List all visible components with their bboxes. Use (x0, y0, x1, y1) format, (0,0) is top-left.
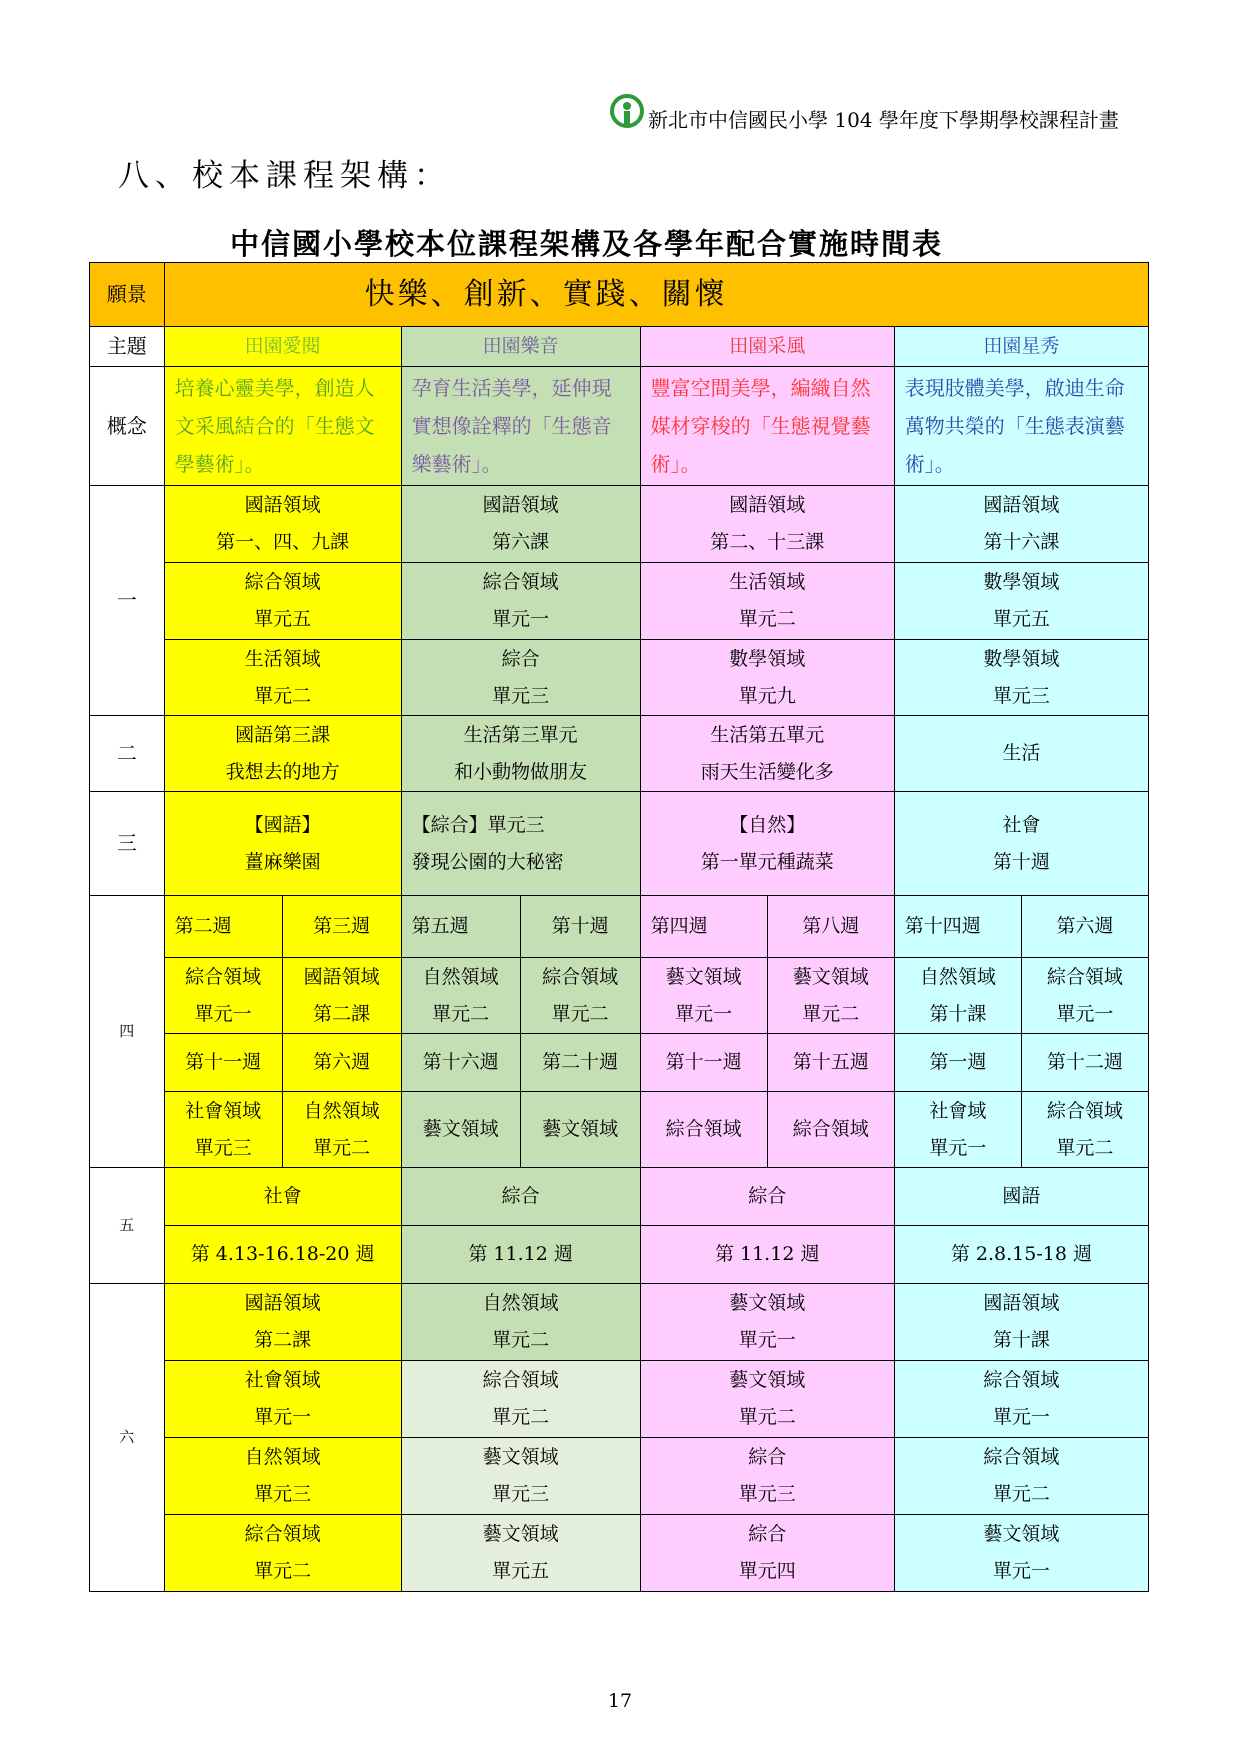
grade-5-cell: 綜合 (640, 1168, 894, 1226)
concept-label: 概念 (90, 367, 165, 486)
cell-line: 第三週 (313, 915, 371, 937)
cell-line: 數學領域 (983, 571, 1060, 593)
grade-5-cell: 社會 (164, 1168, 401, 1226)
theme-item: 田園愛閱 (164, 327, 401, 367)
vision-label: 願景 (90, 263, 165, 327)
cell-line: 數學領域 (729, 647, 806, 670)
cell-line: 國語領域 (482, 494, 559, 516)
grade-6-cell (164, 1438, 401, 1515)
grade-4-cell (894, 896, 1021, 958)
cell-line: 國語領域 (303, 965, 380, 988)
cell-line: 【綜合】單元三 (411, 813, 545, 836)
cell-line: 第四週 (650, 915, 708, 937)
cell-line: 第二、十三課 (710, 531, 825, 553)
cell-line: 第六週 (313, 1051, 371, 1073)
grade-1-cell (401, 640, 640, 716)
grade-6-cell (640, 1284, 894, 1361)
cell-line: 藝文領域 (542, 1118, 619, 1140)
grade-4-cell (520, 958, 640, 1034)
grade-4-cell (640, 958, 767, 1034)
grade-4-cell (767, 958, 894, 1034)
cell-line: 【自然】 (729, 813, 806, 836)
cell-line: 豐富空間美學，編織自然 (650, 376, 871, 400)
cell-line: 國語領域 (729, 494, 806, 516)
grade-4-cell (1021, 1034, 1148, 1092)
grade-3-cell (164, 792, 401, 896)
grade-4-cell (894, 1034, 1021, 1092)
cell-line: 第十二週 (1046, 1051, 1123, 1073)
header-text: 新北市中信國民小學 104 學年度下學期學校課程計畫 (648, 108, 1119, 132)
cell-line: 單元三 (492, 684, 550, 707)
grade-6-cell (164, 1284, 401, 1361)
grade-4-cell (894, 958, 1021, 1034)
cell-line: 社會域 (929, 1099, 987, 1122)
grade-4-cell (282, 1034, 401, 1092)
cell-line: 藝文領域 (792, 965, 869, 988)
cell-line: 單元三 (992, 684, 1050, 707)
grade-1-cell (401, 563, 640, 640)
cell-line: 單元二 (492, 1329, 550, 1351)
cell-line: 發現公園的大秘密 (411, 850, 564, 873)
grade-2-cell (164, 716, 401, 792)
cell-line: 單元二 (551, 1002, 609, 1025)
cell-line: 術」。 (904, 452, 955, 476)
grade-5-label: 五 (90, 1168, 165, 1284)
cell-line: 第一週 (929, 1051, 987, 1073)
grade-2-label: 二 (90, 716, 165, 792)
grade-6-cell (401, 1361, 640, 1438)
cell-line: 綜合領域 (542, 965, 619, 988)
cell-line: 生活第三單元 (463, 723, 578, 746)
grade-4-cell (520, 1092, 640, 1168)
cell-line: 藝文領域 (482, 1523, 559, 1545)
cell-line: 國語領域 (983, 494, 1060, 516)
cell-line: 藝文領域 (482, 1446, 559, 1468)
cell-line: 表現肢體美學，啟迪生命 (904, 376, 1125, 400)
grade-1-cell (401, 486, 640, 563)
cell-line: 術」。 (650, 452, 701, 476)
concept-item (640, 367, 894, 486)
cell-line: 學藝術」。 (174, 452, 265, 476)
grade-1-cell (164, 486, 401, 563)
cell-line: 第十一週 (185, 1051, 262, 1073)
cell-line: 綜合 (748, 1446, 787, 1468)
grade-6-label: 六 (90, 1284, 165, 1592)
cell-line: 文采風結合的「生態文 (174, 414, 375, 438)
cell-line: 薑麻樂園 (244, 850, 321, 873)
grade-6-cell (401, 1438, 640, 1515)
cell-line: 單元一 (254, 1406, 312, 1428)
grade-4-cell (282, 896, 401, 958)
cell-line: 單元二 (738, 608, 796, 630)
cell-line: 國語領域 (244, 1292, 321, 1314)
grade-4-cell (401, 1034, 520, 1092)
grade-5-cell: 第 4.13-16.18-20 週 (164, 1226, 401, 1284)
grade-1-cell (640, 563, 894, 640)
grade-4-cell (282, 1092, 401, 1168)
grade-6-cell (640, 1361, 894, 1438)
cell-line: 第一單元種蔬菜 (700, 850, 834, 873)
cell-line: 綜合領域 (792, 1118, 869, 1140)
theme-item: 田園星秀 (894, 327, 1148, 367)
grade-4-cell (1021, 896, 1148, 958)
grade-6-cell (401, 1284, 640, 1361)
cell-line: 單元二 (492, 1406, 550, 1428)
grade-4-cell (767, 896, 894, 958)
cell-line: 藝文領域 (729, 1292, 806, 1314)
cell-line: 單元一 (738, 1329, 796, 1351)
grade-5-cell: 綜合 (401, 1168, 640, 1226)
cell-line: 自然領域 (919, 965, 996, 988)
cell-line: 單元二 (254, 684, 312, 707)
cell-line: 第二週 (174, 915, 232, 937)
grade-4-cell (520, 896, 640, 958)
cell-line: 第八週 (802, 915, 860, 937)
cell-line: 單元一 (194, 1002, 252, 1025)
grade-6-cell (894, 1438, 1148, 1515)
grade-4-cell (640, 896, 767, 958)
grade-4-cell (282, 958, 401, 1034)
cell-line: 樂藝術」。 (411, 452, 502, 476)
cell-line: 單元三 (194, 1136, 252, 1159)
cell-line: 社會領域 (185, 1099, 262, 1122)
theme-item: 田園采風 (640, 327, 894, 367)
cell-line: 雨天生活變化多 (700, 760, 834, 783)
grade-5-cell: 第 11.12 週 (640, 1226, 894, 1284)
grade-2-cell (401, 716, 640, 792)
grade-1-cell (894, 640, 1148, 716)
grade-1-cell (640, 640, 894, 716)
cell-line: 第十六課 (983, 531, 1060, 553)
cell-line: 單元一 (1056, 1002, 1114, 1025)
grade-4-cell (164, 958, 282, 1034)
grade-4-cell (767, 1034, 894, 1092)
cell-line: 單元五 (492, 1560, 550, 1582)
cell-line: 藝文領域 (665, 965, 742, 988)
cell-line: 單元一 (992, 1560, 1050, 1582)
page-header (610, 100, 1130, 136)
cell-line: 實想像詮釋的「生態音 (411, 414, 612, 438)
curriculum-table (89, 262, 1149, 1592)
cell-line: 第六課 (492, 531, 550, 553)
grade-4-cell (164, 896, 282, 958)
cell-line: 生活領域 (729, 571, 806, 593)
grade-6-cell (401, 1515, 640, 1592)
cell-line: 生活第五單元 (710, 723, 825, 746)
cell-line: 第二十週 (542, 1051, 619, 1073)
cell-line: 和小動物做朋友 (454, 760, 588, 783)
cell-line: 單元三 (492, 1483, 550, 1505)
grade-5-cell: 第 11.12 週 (401, 1226, 640, 1284)
cell-line: 單元一 (675, 1002, 733, 1025)
cell-line: 媒材穿梭的「生態視覺藝 (650, 414, 871, 438)
grade-6-cell (894, 1515, 1148, 1592)
cell-line: 單元九 (738, 684, 796, 707)
cell-line: 綜合領域 (983, 1369, 1060, 1391)
cell-line: 數學領域 (983, 647, 1060, 670)
cell-line: 單元三 (254, 1483, 312, 1505)
cell-line: 單元一 (992, 1406, 1050, 1428)
page-number: 17 (607, 1690, 633, 1712)
grade-1-cell (894, 563, 1148, 640)
grade-1-cell (164, 563, 401, 640)
grade-6-cell (640, 1515, 894, 1592)
cell-line: 單元二 (254, 1560, 312, 1582)
cell-line: 綜合領域 (1046, 965, 1123, 988)
cell-line: 第一、四、九課 (216, 531, 350, 553)
cell-line: 萬物共榮的「生態表演藝 (904, 414, 1125, 438)
cell-line: 社會 (1002, 813, 1041, 836)
cell-line: 單元二 (738, 1406, 796, 1428)
cell-line: 藝文領域 (422, 1118, 499, 1140)
cell-line: 我想去的地方 (225, 760, 340, 783)
grade-4-cell (401, 958, 520, 1034)
cell-line: 單元五 (992, 608, 1050, 630)
grade-1-cell (164, 640, 401, 716)
grade-4-cell (1021, 1092, 1148, 1168)
cell-line: 綜合領域 (482, 1369, 559, 1391)
grade-4-cell (520, 1034, 640, 1092)
cell-line: 培養心靈美學，創造人 (174, 376, 375, 400)
grade-4-cell (164, 1034, 282, 1092)
grade-4-cell (1021, 958, 1148, 1034)
grade-3-label: 三 (90, 792, 165, 896)
grade-3-cell (894, 792, 1148, 896)
grade-4-cell (640, 1092, 767, 1168)
cell-line: 綜合領域 (244, 1523, 321, 1545)
cell-line: 單元二 (432, 1002, 490, 1025)
cell-line: 綜合領域 (665, 1118, 742, 1140)
grade-3-cell (401, 792, 640, 896)
cell-line: 社會領域 (244, 1369, 321, 1391)
grade-1-label: 一 (90, 486, 165, 716)
grade-4-cell (640, 1034, 767, 1092)
cell-line: 第十週 (992, 850, 1050, 873)
grade-6-cell (894, 1361, 1148, 1438)
cell-line: 第十週 (551, 915, 609, 937)
grade-1-cell (894, 486, 1148, 563)
grade-6-cell (640, 1438, 894, 1515)
cell-line: 單元二 (992, 1483, 1050, 1505)
grade-4-cell (894, 1092, 1021, 1168)
table-title: 中信國小學校本位課程架構及各學年配合實施時間表 (230, 227, 944, 261)
cell-line: 第十四週 (904, 915, 981, 937)
cell-line: 國語第三課 (235, 723, 331, 746)
section-title: 八、校本課程架構： (118, 158, 451, 194)
concept-item (401, 367, 640, 486)
cell-line: 第十課 (992, 1329, 1050, 1351)
cell-line: 自然領域 (303, 1099, 380, 1122)
cell-line: 國語領域 (244, 494, 321, 516)
vision-text: 快樂、創新、實踐、關懷 (164, 263, 1148, 327)
grade-6-cell (894, 1284, 1148, 1361)
cell-line: 第二課 (313, 1002, 371, 1025)
cell-line: 單元二 (1056, 1136, 1114, 1159)
cell-line: 藝文領域 (729, 1369, 806, 1391)
grade-3-cell (640, 792, 894, 896)
cell-line: 綜合領域 (1046, 1099, 1123, 1122)
cell-line: 單元二 (802, 1002, 860, 1025)
cell-line: 綜合領域 (244, 571, 321, 593)
cell-line: 第二課 (254, 1329, 312, 1351)
grade-4-cell (401, 1092, 520, 1168)
grade-5-cell: 國語 (894, 1168, 1148, 1226)
concept-item (894, 367, 1148, 486)
grade-4-cell (767, 1092, 894, 1168)
cell-line: 單元一 (929, 1136, 987, 1159)
grade-4-label: 四 (90, 896, 165, 1168)
cell-line: 自然領域 (244, 1446, 321, 1468)
cell-line: 第十課 (929, 1002, 987, 1025)
grade-6-cell (164, 1361, 401, 1438)
cell-line: 綜合 (748, 1523, 787, 1545)
cell-line: 【國語】 (244, 813, 321, 836)
cell-line: 生活領域 (244, 647, 321, 670)
grade-5-cell: 第 2.8.15-18 週 (894, 1226, 1148, 1284)
theme-label: 主題 (90, 327, 165, 367)
cell-line: 綜合領域 (482, 571, 559, 593)
cell-line: 國語領域 (983, 1292, 1060, 1314)
grade-6-cell (164, 1515, 401, 1592)
cell-line: 第五週 (411, 915, 469, 937)
grade-4-cell (164, 1092, 282, 1168)
cell-line: 自然領域 (422, 965, 499, 988)
cell-line: 單元一 (492, 608, 550, 630)
cell-line: 綜合 (501, 647, 540, 670)
cell-line: 單元五 (254, 608, 312, 630)
cell-line: 第十六週 (422, 1051, 499, 1073)
cell-line: 第六週 (1056, 915, 1114, 937)
cell-line: 孕育生活美學，延伸現 (411, 376, 612, 400)
cell-line: 綜合領域 (185, 965, 262, 988)
cell-line: 自然領域 (482, 1292, 559, 1314)
cell-line: 第十一週 (665, 1051, 742, 1073)
cell-line: 單元三 (738, 1483, 796, 1505)
theme-item: 田園樂音 (401, 327, 640, 367)
cell-line: 單元二 (313, 1136, 371, 1159)
grade-2-cell (640, 716, 894, 792)
school-logo-icon (610, 94, 644, 133)
cell-line: 藝文領域 (983, 1523, 1060, 1545)
cell-line: 綜合領域 (983, 1446, 1060, 1468)
cell-line: 第十五週 (792, 1051, 869, 1073)
cell-line: 單元四 (738, 1560, 796, 1582)
grade-2-cell (894, 716, 1148, 792)
grade-4-cell (401, 896, 520, 958)
grade-1-cell (640, 486, 894, 563)
cell-line: 生活 (1002, 742, 1041, 764)
concept-item (164, 367, 401, 486)
